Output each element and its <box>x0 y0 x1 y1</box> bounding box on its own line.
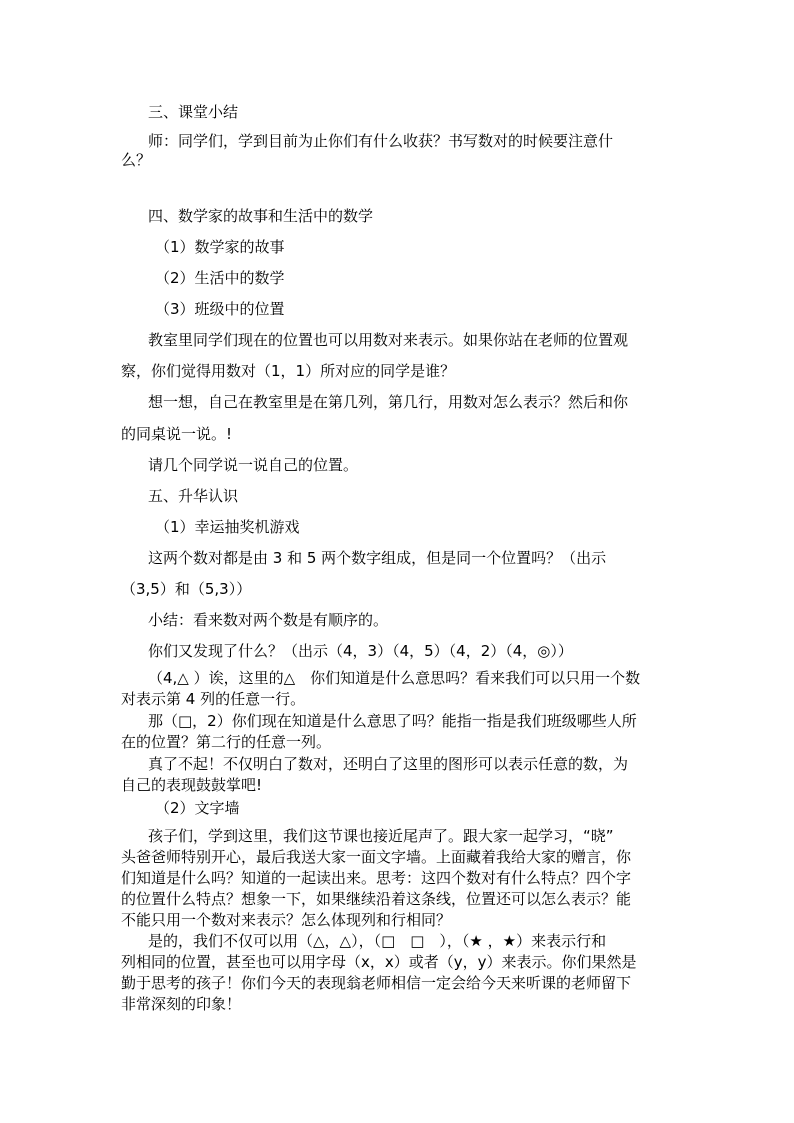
paragraph-line: 请几个同学说一说自己的位置。 <box>148 456 359 474</box>
paragraph-line: 么？ <box>121 151 152 169</box>
section-heading-summary: 三、课堂小结 <box>148 103 239 121</box>
paragraph-line: 自己的表现鼓鼓掌吧! <box>121 776 263 794</box>
paragraph-line: （3,5）和（5,3）） <box>121 580 252 598</box>
paragraph-line: 们知道是什么吗？知道的一起读出来。思考：这四个数对有什么特点？四个字 <box>121 869 632 887</box>
paragraph-line: 对表示第 4 列的任意一行。 <box>121 690 306 708</box>
paragraph-line: 教室里同学们现在的位置也可以用数对来表示。如果你站在老师的位置观 <box>148 331 629 349</box>
paragraph-line: 察，你们觉得用数对（1，1）所对应的同学是谁？ <box>121 362 456 380</box>
paragraph-line: 勤于思考的孩子！你们今天的表现翁老师相信一定会给今天来听课的老师留下 <box>121 974 632 992</box>
section-heading-stories: 四、数学家的故事和生活中的数学 <box>148 207 374 225</box>
paragraph-line: 在的位置？第二行的任意一列。 <box>121 733 332 751</box>
paragraph-line: 真了不起！不仅明白了数对，还明白了这里的图形可以表示任意的数，为 <box>148 755 629 773</box>
paragraph-line: 那（□，2）你们现在知道是什么意思了吗？能指一指是我们班级哪些人所 <box>148 712 637 730</box>
paragraph-line: 列相同的位置，甚至也可以用字母（x，x）或者（y，y）来表示。你们果然是 <box>121 953 637 971</box>
paragraph-line: 的位置什么特点？想象一下，如果继续沿着这条线，位置还可以怎么表示？能 <box>121 890 632 908</box>
sub-item: （2）文字墙 <box>155 799 240 817</box>
section-heading-sublimation: 五、升华认识 <box>148 487 239 505</box>
paragraph-line: （4,△ ）诶，这里的△ 你们知道是什么意思吗？看来我们可以只用一个数 <box>148 669 641 687</box>
sub-item: （1）幸运抽奖机游戏 <box>155 518 300 536</box>
sub-item: （1）数学家的故事 <box>155 238 285 256</box>
sub-item: （2）生活中的数学 <box>155 269 285 287</box>
paragraph-line: 非常深刻的印象！ <box>121 995 242 1013</box>
paragraph-line: 的同桌说一说。! <box>121 425 233 443</box>
paragraph-line: 是的，我们不仅可以用（△，△），（□ □ ），（★ ，★）来表示行和 <box>148 932 607 950</box>
paragraph-line: 你们又发现了什么？（出示（4，3）（4，5）（4，2）（4，◎）） <box>148 642 573 660</box>
paragraph-line: 头爸爸师特别开心，最后我送大家一面文字墙。上面藏着我给大家的赠言，你 <box>121 848 632 866</box>
paragraph-line: 小结：看来数对两个数是有顺序的。 <box>148 611 389 629</box>
paragraph-line: 想一想，自己在教室里是在第几列，第几行，用数对怎么表示？然后和你 <box>148 393 629 411</box>
paragraph-line: 这两个数对都是由 3 和 5 两个数字组成，但是同一个位置吗？（出示 <box>148 549 607 567</box>
paragraph-line: 孩子们，学到这里，我们这节课也接近尾声了。跟大家一起学习，“晓” <box>148 827 614 845</box>
paragraph-line: 师：同学们，学到目前为止你们有什么收获？书写数对的时候要注意什 <box>148 132 614 150</box>
paragraph-line: 不能只用一个数对来表示？怎么体现列和行相同？ <box>121 911 452 929</box>
sub-item: （3）班级中的位置 <box>155 300 285 318</box>
